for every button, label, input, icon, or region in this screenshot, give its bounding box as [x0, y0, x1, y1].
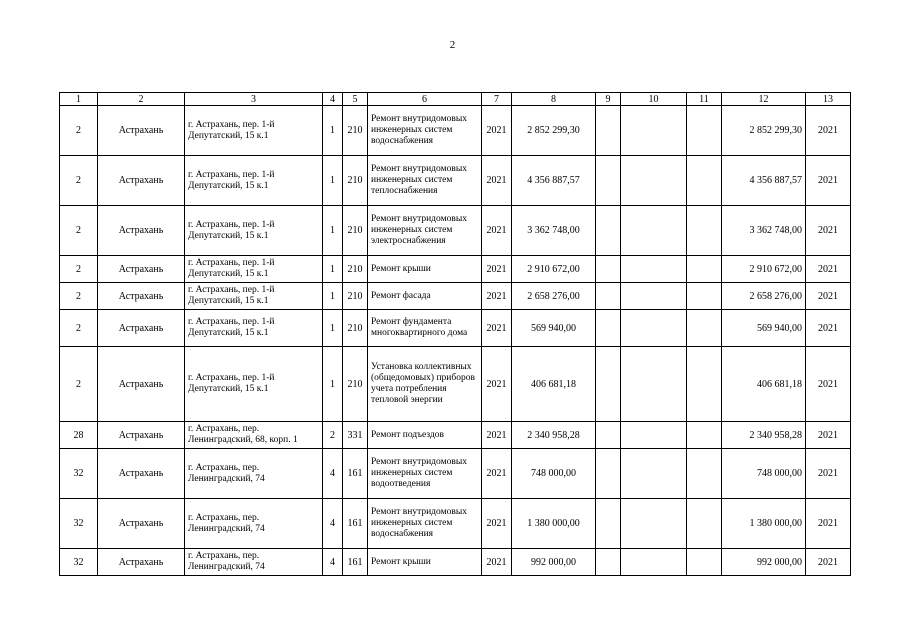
cell-municipality: Астрахань	[98, 347, 185, 422]
cell-address: г. Астрахань, пер. 1-й Депутатский, 15 к.1	[185, 310, 323, 347]
cell-year: 2021	[482, 422, 512, 449]
cell-cost: 748 000,00	[512, 449, 596, 499]
cell-house-number: 2	[60, 156, 98, 206]
cell-municipality: Астрахань	[98, 106, 185, 156]
table-row	[60, 549, 851, 576]
cell-address: г. Астрахань, пер. Ленинградский, 74	[185, 449, 323, 499]
cell-col-4: 1	[323, 310, 343, 347]
cell-address: г. Астрахань, пер. 1-й Депутатский, 15 к.1	[185, 256, 323, 283]
column-header: 12	[722, 93, 806, 106]
cell-col-4: 1	[323, 283, 343, 310]
column-header: 8	[512, 93, 596, 106]
cell-col-11	[687, 106, 722, 156]
cell-year: 2021	[482, 283, 512, 310]
cell-address: г. Астрахань, пер. 1-й Депутатский, 15 к.1	[185, 347, 323, 422]
column-header: 2	[98, 93, 185, 106]
table-row	[60, 256, 851, 283]
cell-col-4: 1	[323, 347, 343, 422]
cell-col-11	[687, 549, 722, 576]
cell-total: 2 910 672,00	[722, 256, 806, 283]
cell-col-5: 210	[343, 206, 368, 256]
cell-address: г. Астрахань, пер. 1-й Депутатский, 15 к.1	[185, 156, 323, 206]
cell-cost: 4 356 887,57	[512, 156, 596, 206]
cell-col-11	[687, 283, 722, 310]
cell-cost: 992 000,00	[512, 549, 596, 576]
cell-col-5: 331	[343, 422, 368, 449]
cell-year: 2021	[482, 106, 512, 156]
cell-col-10	[621, 283, 687, 310]
cell-house-number: 2	[60, 206, 98, 256]
cell-address: г. Астрахань, пер. 1-й Депутатский, 15 к.1	[185, 283, 323, 310]
cell-municipality: Астрахань	[98, 256, 185, 283]
cell-col-9	[596, 256, 621, 283]
page-number: 2	[449, 39, 456, 51]
cell-work-type: Ремонт крыши	[368, 256, 482, 283]
cell-col-11	[687, 156, 722, 206]
cell-municipality: Астрахань	[98, 422, 185, 449]
cell-col-10	[621, 156, 687, 206]
table-row	[60, 347, 851, 422]
cell-col-9	[596, 283, 621, 310]
cell-col-5: 210	[343, 106, 368, 156]
cell-col-11	[687, 310, 722, 347]
cell-col-9	[596, 449, 621, 499]
cell-address: г. Астрахань, пер. Ленинградский, 68, корп. 1	[185, 422, 323, 449]
cell-col-4: 4	[323, 499, 343, 549]
cell-col-9	[596, 106, 621, 156]
cell-end-year: 2021	[806, 549, 851, 576]
cell-col-10	[621, 549, 687, 576]
cell-municipality: Астрахань	[98, 156, 185, 206]
column-header: 6	[368, 93, 482, 106]
cell-end-year: 2021	[806, 347, 851, 422]
cell-year: 2021	[482, 256, 512, 283]
cell-col-4: 1	[323, 256, 343, 283]
cell-end-year: 2021	[806, 499, 851, 549]
cell-col-9	[596, 310, 621, 347]
table-row	[60, 156, 851, 206]
column-header: 13	[806, 93, 851, 106]
cell-work-type: Ремонт подъездов	[368, 422, 482, 449]
cell-work-type: Ремонт фундамента многоквартирного дома	[368, 310, 482, 347]
cell-col-9	[596, 422, 621, 449]
cell-cost: 2 910 672,00	[512, 256, 596, 283]
cell-cost: 2 852 299,30	[512, 106, 596, 156]
cell-col-11	[687, 347, 722, 422]
cell-col-4: 1	[323, 156, 343, 206]
cell-cost: 406 681,18	[512, 347, 596, 422]
cell-col-10	[621, 310, 687, 347]
cell-end-year: 2021	[806, 156, 851, 206]
cell-col-5: 210	[343, 283, 368, 310]
capital-repair-table	[59, 92, 851, 576]
cell-house-number: 32	[60, 499, 98, 549]
cell-col-9	[596, 499, 621, 549]
cell-municipality: Астрахань	[98, 549, 185, 576]
cell-end-year: 2021	[806, 106, 851, 156]
cell-col-11	[687, 206, 722, 256]
cell-col-10	[621, 499, 687, 549]
cell-col-9	[596, 347, 621, 422]
cell-cost: 1 380 000,00	[512, 499, 596, 549]
cell-cost: 2 658 276,00	[512, 283, 596, 310]
cell-col-5: 161	[343, 499, 368, 549]
cell-col-4: 2	[323, 422, 343, 449]
column-header: 7	[482, 93, 512, 106]
cell-municipality: Астрахань	[98, 499, 185, 549]
cell-year: 2021	[482, 347, 512, 422]
cell-col-11	[687, 449, 722, 499]
cell-work-type: Установка коллективных (общедомовых) приборов учета потребления тепловой энергии	[368, 347, 482, 422]
cell-work-type: Ремонт крыши	[368, 549, 482, 576]
cell-house-number: 2	[60, 106, 98, 156]
cell-cost: 569 940,00	[512, 310, 596, 347]
cell-municipality: Астрахань	[98, 310, 185, 347]
cell-col-9	[596, 549, 621, 576]
cell-address: г. Астрахань, пер. Ленинградский, 74	[185, 499, 323, 549]
cell-house-number: 2	[60, 256, 98, 283]
cell-total: 569 940,00	[722, 310, 806, 347]
cell-year: 2021	[482, 156, 512, 206]
cell-house-number: 2	[60, 310, 98, 347]
cell-municipality: Астрахань	[98, 206, 185, 256]
cell-address: г. Астрахань, пер. 1-й Депутатский, 15 к.1	[185, 106, 323, 156]
cell-col-5: 161	[343, 449, 368, 499]
cell-col-5: 210	[343, 256, 368, 283]
cell-col-10	[621, 422, 687, 449]
cell-total: 2 852 299,30	[722, 106, 806, 156]
cell-work-type: Ремонт внутридомовых инженерных систем водоснабжения	[368, 499, 482, 549]
cell-col-11	[687, 422, 722, 449]
column-header: 3	[185, 93, 323, 106]
cell-total: 1 380 000,00	[722, 499, 806, 549]
cell-year: 2021	[482, 549, 512, 576]
cell-col-5: 210	[343, 347, 368, 422]
cell-address: г. Астрахань, пер. 1-й Депутатский, 15 к.1	[185, 206, 323, 256]
cell-col-4: 1	[323, 206, 343, 256]
cell-work-type: Ремонт внутридомовых инженерных систем водоснабжения	[368, 106, 482, 156]
cell-col-5: 161	[343, 549, 368, 576]
cell-end-year: 2021	[806, 256, 851, 283]
cell-col-10	[621, 106, 687, 156]
column-header: 11	[687, 93, 722, 106]
cell-col-4: 4	[323, 549, 343, 576]
cell-total: 3 362 748,00	[722, 206, 806, 256]
cell-end-year: 2021	[806, 449, 851, 499]
cell-col-9	[596, 156, 621, 206]
cell-house-number: 32	[60, 549, 98, 576]
table-row	[60, 422, 851, 449]
table-row	[60, 283, 851, 310]
cell-year: 2021	[482, 310, 512, 347]
cell-work-type: Ремонт фасада	[368, 283, 482, 310]
cell-col-10	[621, 206, 687, 256]
cell-col-5: 210	[343, 156, 368, 206]
cell-cost: 2 340 958,28	[512, 422, 596, 449]
cell-address: г. Астрахань, пер. Ленинградский, 74	[185, 549, 323, 576]
cell-col-10	[621, 256, 687, 283]
column-header: 4	[323, 93, 343, 106]
column-header: 10	[621, 93, 687, 106]
cell-municipality: Астрахань	[98, 449, 185, 499]
cell-work-type: Ремонт внутридомовых инженерных систем электроснабжения	[368, 206, 482, 256]
cell-year: 2021	[482, 206, 512, 256]
column-header: 1	[60, 93, 98, 106]
cell-house-number: 2	[60, 347, 98, 422]
cell-year: 2021	[482, 499, 512, 549]
cell-col-10	[621, 449, 687, 499]
cell-cost: 3 362 748,00	[512, 206, 596, 256]
cell-house-number: 32	[60, 449, 98, 499]
cell-col-4: 1	[323, 106, 343, 156]
cell-end-year: 2021	[806, 310, 851, 347]
cell-house-number: 2	[60, 283, 98, 310]
cell-end-year: 2021	[806, 283, 851, 310]
table-row	[60, 206, 851, 256]
cell-col-9	[596, 206, 621, 256]
cell-total: 992 000,00	[722, 549, 806, 576]
table-row	[60, 106, 851, 156]
column-number-header-row	[60, 93, 851, 106]
cell-work-type: Ремонт внутридомовых инженерных систем водоотведения	[368, 449, 482, 499]
cell-total: 2 340 958,28	[722, 422, 806, 449]
cell-year: 2021	[482, 449, 512, 499]
column-header: 9	[596, 93, 621, 106]
cell-total: 406 681,18	[722, 347, 806, 422]
cell-col-11	[687, 499, 722, 549]
cell-total: 4 356 887,57	[722, 156, 806, 206]
column-header: 5	[343, 93, 368, 106]
cell-end-year: 2021	[806, 422, 851, 449]
cell-house-number: 28	[60, 422, 98, 449]
cell-col-10	[621, 347, 687, 422]
cell-total: 748 000,00	[722, 449, 806, 499]
cell-work-type: Ремонт внутридомовых инженерных систем теплоснабжения	[368, 156, 482, 206]
table-row	[60, 449, 851, 499]
cell-end-year: 2021	[806, 206, 851, 256]
table-row	[60, 310, 851, 347]
cell-col-5: 210	[343, 310, 368, 347]
cell-total: 2 658 276,00	[722, 283, 806, 310]
cell-col-11	[687, 256, 722, 283]
cell-col-4: 4	[323, 449, 343, 499]
cell-municipality: Астрахань	[98, 283, 185, 310]
table-row	[60, 499, 851, 549]
